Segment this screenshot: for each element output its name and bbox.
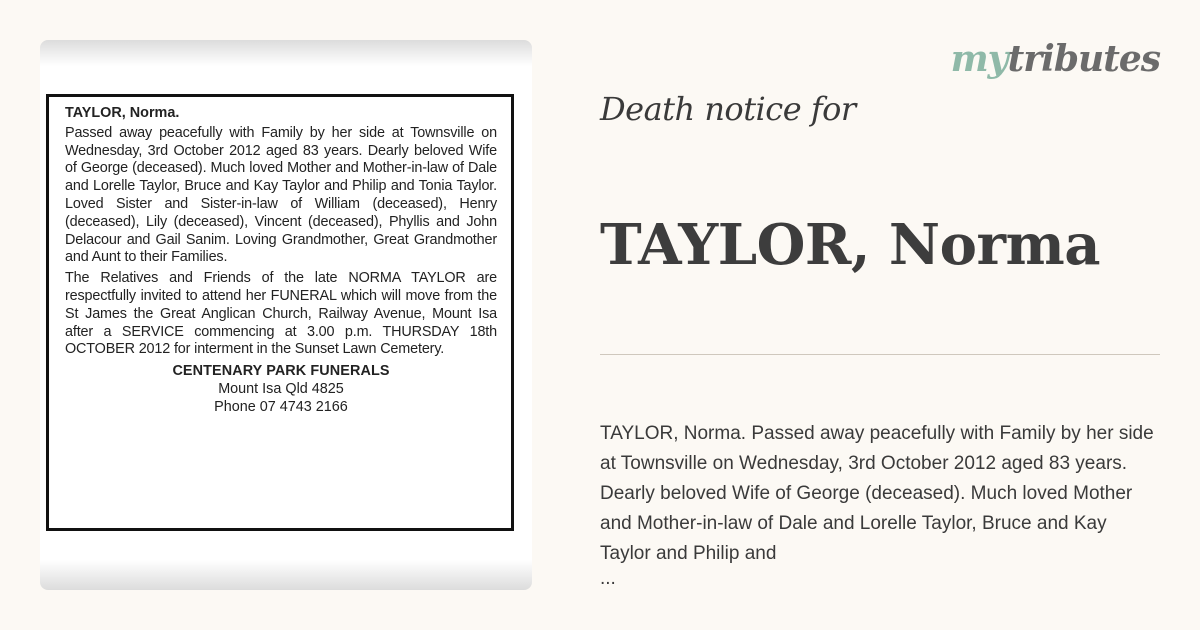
notice-paragraph-1: Passed away peacefully with Family by her side at Townsville on Wednesday, 3rd October 2012 aged 83 years. Dearly beloved Wife of George (deceased). Much loved Mother and Mother-in-law of Dale and Lorelle Taylor, Bruce and Kay Taylor and Philip and Tonia Taylor. Loved Sister and Sister-in-law of William (deceased), Henry (deceased), Lily (deceased), Vincent (deceased), Phyllis and John Delacour and Gail Sanim. Loving Grandmother, Great Grandmother and Aunt to their Families. xyxy=(65,124,497,266)
divider xyxy=(600,354,1160,355)
notice-excerpt xyxy=(600,389,1162,619)
notice-frame xyxy=(46,94,514,531)
funeral-home-address: Mount Isa Qld 4825 xyxy=(218,380,344,397)
funeral-home-phone: Phone 07 4743 2166 xyxy=(214,398,348,415)
deceased-name: TAYLOR, Norma xyxy=(600,212,1101,278)
notice-paragraph-2: The Relatives and Friends of the late NORMA TAYLOR are respectfully invited to attend her FUNERAL which will move from the St James the Great Anglican Church, Railway Avenue, Mount Isa after a SERVICE commencing at 3.00 p.m. THURSDAY 18th OCTOBER 2012 for interment in the Sunset Lawn Cemetery. xyxy=(65,270,497,358)
death-notice-image xyxy=(40,40,532,590)
excerpt-ellipsis: ... xyxy=(600,568,616,589)
logo-part-tributes: tributes xyxy=(1007,38,1160,80)
funeral-home-name: CENTENARY PARK FUNERALS xyxy=(172,363,390,380)
mytributes-logo[interactable] xyxy=(951,38,1160,80)
funeral-home-info xyxy=(65,363,497,416)
excerpt-text: TAYLOR, Norma. Passed away peacefully with Family by her side at Townsville on Wednesday, 3rd October 2012 aged 83 years. Dearly beloved Wife of George (deceased). Much loved Mother and Mother-in-law of Dale and Lorelle Taylor, Bruce and Kay Taylor and Philip and xyxy=(600,423,1154,564)
headline-prefix: Death notice for xyxy=(600,90,856,128)
logo-part-my: my xyxy=(950,38,1008,80)
notice-heading: TAYLOR, Norma. xyxy=(65,105,180,121)
